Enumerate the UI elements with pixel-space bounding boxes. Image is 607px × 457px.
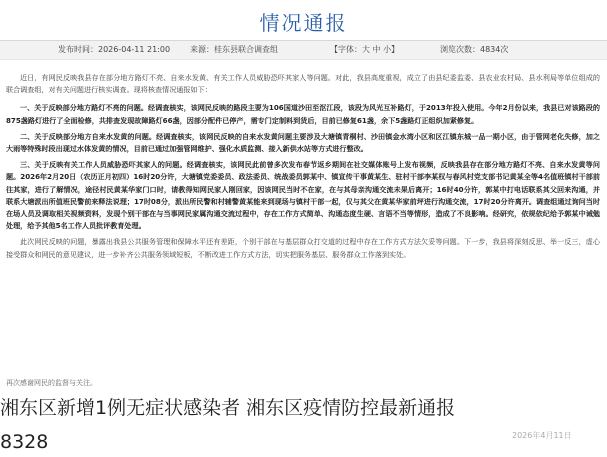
header (0, 0, 607, 60)
font-size-selector[interactable]: 【字体：大 中 小】 (330, 45, 400, 54)
publish-time: 发布时间：2026-04-11 21:00 (58, 45, 171, 54)
view-count: 浏览次数：4834次 (440, 45, 509, 54)
intro-paragraph: 近日，有网民反映我县存在部分地方路灯不亮、自来水发黄、有关工作人员威胁恐吓其家人等问题。对此，我县高度重视，成立了由县纪委监委、县农业农村局、县水利局等单位组成的联合调查组，对有关问题进行核实调查。现将核查情况通报如下： (6, 73, 600, 95)
article-body (6, 72, 600, 267)
source: 来源：桂东县联合调查组 (190, 45, 278, 54)
section-streetlights: 一、关于反映部分地方路灯不亮的问题。经调查核实，该网民反映的路段主要为106国道沙田至沤江段，该段为风光互补路灯，于2013年投入使用。今年2月份以来，我县已对该路段的875盏路灯进行了全面检修，共排查发现故障路灯66盏，因部分配件已停产，需专门定制料到货后，目前已修复61盏，余下5盏路灯正组织加紧修复。 (6, 103, 600, 125)
overlay-number: 8328 (0, 431, 49, 453)
closing-note: 再次感谢网民的监督与关注。 (6, 379, 97, 387)
section-tap-water: 二、关于反映部分地方自来水发黄的问题。经调查核实，该网民反映的自来水发黄问题主要涉及大塘镇青桐村、沙田镇金水湾小区和区江镇东城一品一期小区，由于管网老化失修，加之大雨等特殊时段出现过水体发黄的情况，目前已通过加强管网维护、强化水质监测、接入新供水站等方式进行整改。 (6, 131, 600, 154)
conclusion-paragraph: 此次网民反映的问题，暴露出我县公共服务管理和保障水平还有差距，个别干部在与基层群众打交道的过程中存在工作方式方法欠妥等问题。下一步，我县将深刻反思、举一反三，虚心接受群众和网民的意见建议，进一步补齐公共服务领域短板，不断改进工作方式方法，切实把服务基层、服务群众工作落到实处。 (6, 237, 600, 259)
overlay-headline: 湘东区新增1例无症状感染者 湘东区疫情防控最新通报 (0, 397, 456, 419)
meta-bar (0, 40, 607, 60)
page-title: 情况通报 (259, 11, 348, 35)
section-threats: 三、关于反映有关工作人员威胁恐吓其家人的问题。经调查核实，该网民此前曾多次发布春节返乡期间在社交媒体账号上发布视频，反映我县存在部分地方路灯不亮、自来水发黄等问题。2026年2月20日（农历正月初四）16时20分许，大塘镇党委委员、政法委员、统战委员郭某中、镇宣传干事黄某生、驻村干部李某权与春风村党支部书记黄某全等4名值班镇村干部前往其家，进行了解情况，途径村民黄某华家门口时，请教得知网民家人刚回家，因该网民当时不在家，在与其母亲沟通交流未果后离开；16时40分许，郭某中打电话联系其父回来沟通，并联系大塘派出所值班民警前来释法说理；17时08分，派出所民警和村辅警黄某能来到现场与镇村干部一起，仅与其父在黄某华家前坪进行沟通交流，17时20分许离开。调查组通过询问当时在场人员及调取相关视频资料，发现个别干部在与当事网民家属沟通交流过程中，存在工作方式简单、沟通态度生硬、言语不当等情形，造成了不良影响。经研究，依规依纪给予郭某中诫勉处理，给予其他5名工作人员批评教育处理。 (6, 160, 600, 231)
date-stamp: 2026年4月11日 (512, 431, 572, 440)
